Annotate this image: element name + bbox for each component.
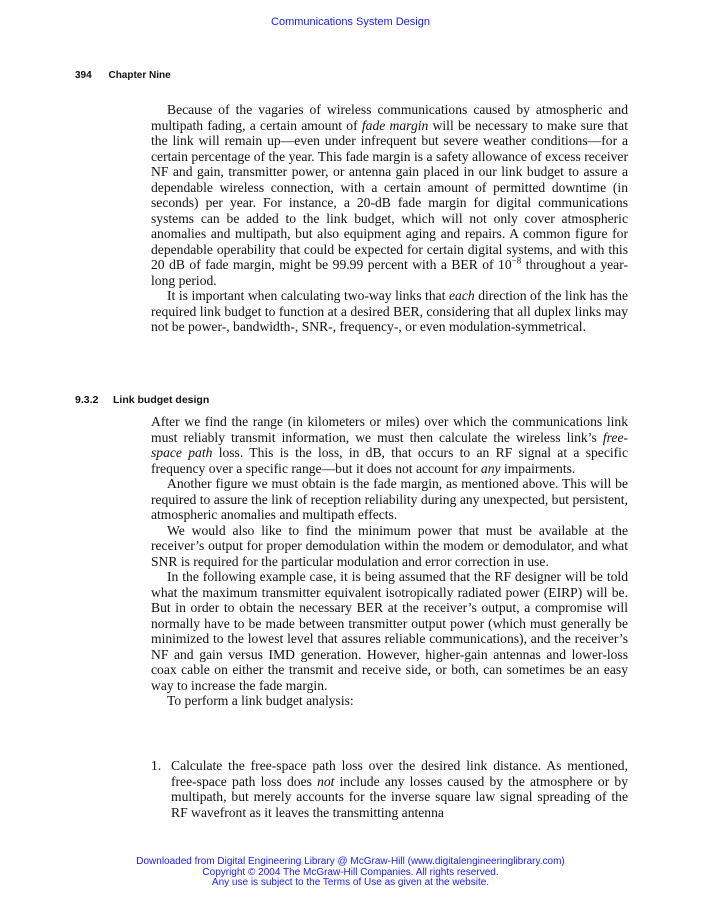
footer-terms[interactable]: Any use is subject to the Terms of Use as given at the website. (211, 877, 490, 888)
paragraph-example-case: In the following example case, it is being assumed that the RF designer will be told what the maximum transmitter equivalent isotropically radiated power (EIRP) will be. But in order to obtain the necessary BER at the receiver’s output, a compromise will normally have to be made between transmitter output power (which must generally be minimized to the lowest level that assures reliable communications), and the receiver’s NF and gain versus IMD generation. However, higher-gain antennas and lower-loss coax cable on either the transmit and receive side, or both, can sometimes be an easy way to increase the fade margin. (151, 569, 628, 693)
paragraph-range: After we find the range (in kilometers or miles) over which the communications link must reliably transmit information, we must then calculate the wireless link’s free-space path loss. This is the loss, in dB, that occurs to an RF signal at a specific frequency over a specific range—but it does not account for any impairments. (151, 414, 628, 476)
copyright-footer[interactable] (0, 857, 701, 889)
numbered-list (151, 758, 628, 820)
footer-download-link[interactable]: Downloaded from Digital Engineering Library @ McGraw-Hill (www.digitalengineeringlibrary.com) (136, 856, 565, 867)
running-head (75, 70, 171, 81)
section-title: Link budget design (113, 394, 210, 406)
paragraph-two-way-links: It is important when calculating two-way links that each direction of the link has the required link budget to function at a desired BER, considering that all duplex links may not be power-, bandwidth-, SNR-, frequency-, or even modulation-symmetrical. (151, 288, 628, 334)
book-title-header[interactable]: Communications System Design (271, 16, 430, 28)
chapter-label: Chapter Nine (108, 70, 171, 81)
paragraph-analysis-intro: To perform a link budget analysis: (167, 693, 354, 708)
body-text-top (151, 102, 628, 335)
paragraph-fade-margin: Because of the vagaries of wireless communications caused by atmospheric and multipath fading, a certain amount of fade margin will be necessary to make sure that the link will remain up—even under infrequent but severe weather conditions—for a certain percentage of the year. This fade margin is a safety allowance of excess receiver NF and gain, transmitter power, or antenna gain placed in our link budget to assure a dependable wireless connection, with a certain amount of permitted downtime (in seconds) per year. For instance, a 20-dB fade margin for digital communications systems can be added to the link budget, which will not only cover atmospheric anomalies and multipath, but also equipment aging and repairs. A common figure for dependable operability that could be expected for certain digital systems, and with this 20 dB of fade margin, might be 99.99 percent with a BER of $10^{-8}$ throughout a year-long period. (151, 102, 628, 288)
list-marker: 1. (151, 758, 162, 773)
page-number: 394 (75, 70, 92, 81)
paragraph-min-power: We would also like to find the minimum power that must be available at the receiver’s output for proper demodulation within the modem or demodulator, and what SNR is required for the particular modulation and error correction in use. (151, 522, 628, 569)
footer-copyright: Copyright © 2004 The McGraw-Hill Companies. All rights reserved. (202, 866, 499, 878)
section-number: 9.3.2 (75, 394, 99, 406)
body-text-section (151, 414, 628, 709)
paragraph-fade-figure: Another figure we must obtain is the fade margin, as mentioned above. This will be required to assure the link of reception reliability during any unexpected, but persistent, atmospheric anomalies and multipath effects. (151, 476, 628, 522)
section-heading (75, 394, 209, 406)
list-item: 1. Calculate the free-space path loss over the desired link distance. As mentioned, free-space path loss does not include any losses caused by the atmosphere or by multipath, but merely accounts for the inverse square law signal spreading of the RF wavefront as it leaves the transmitting antenna (151, 758, 628, 820)
